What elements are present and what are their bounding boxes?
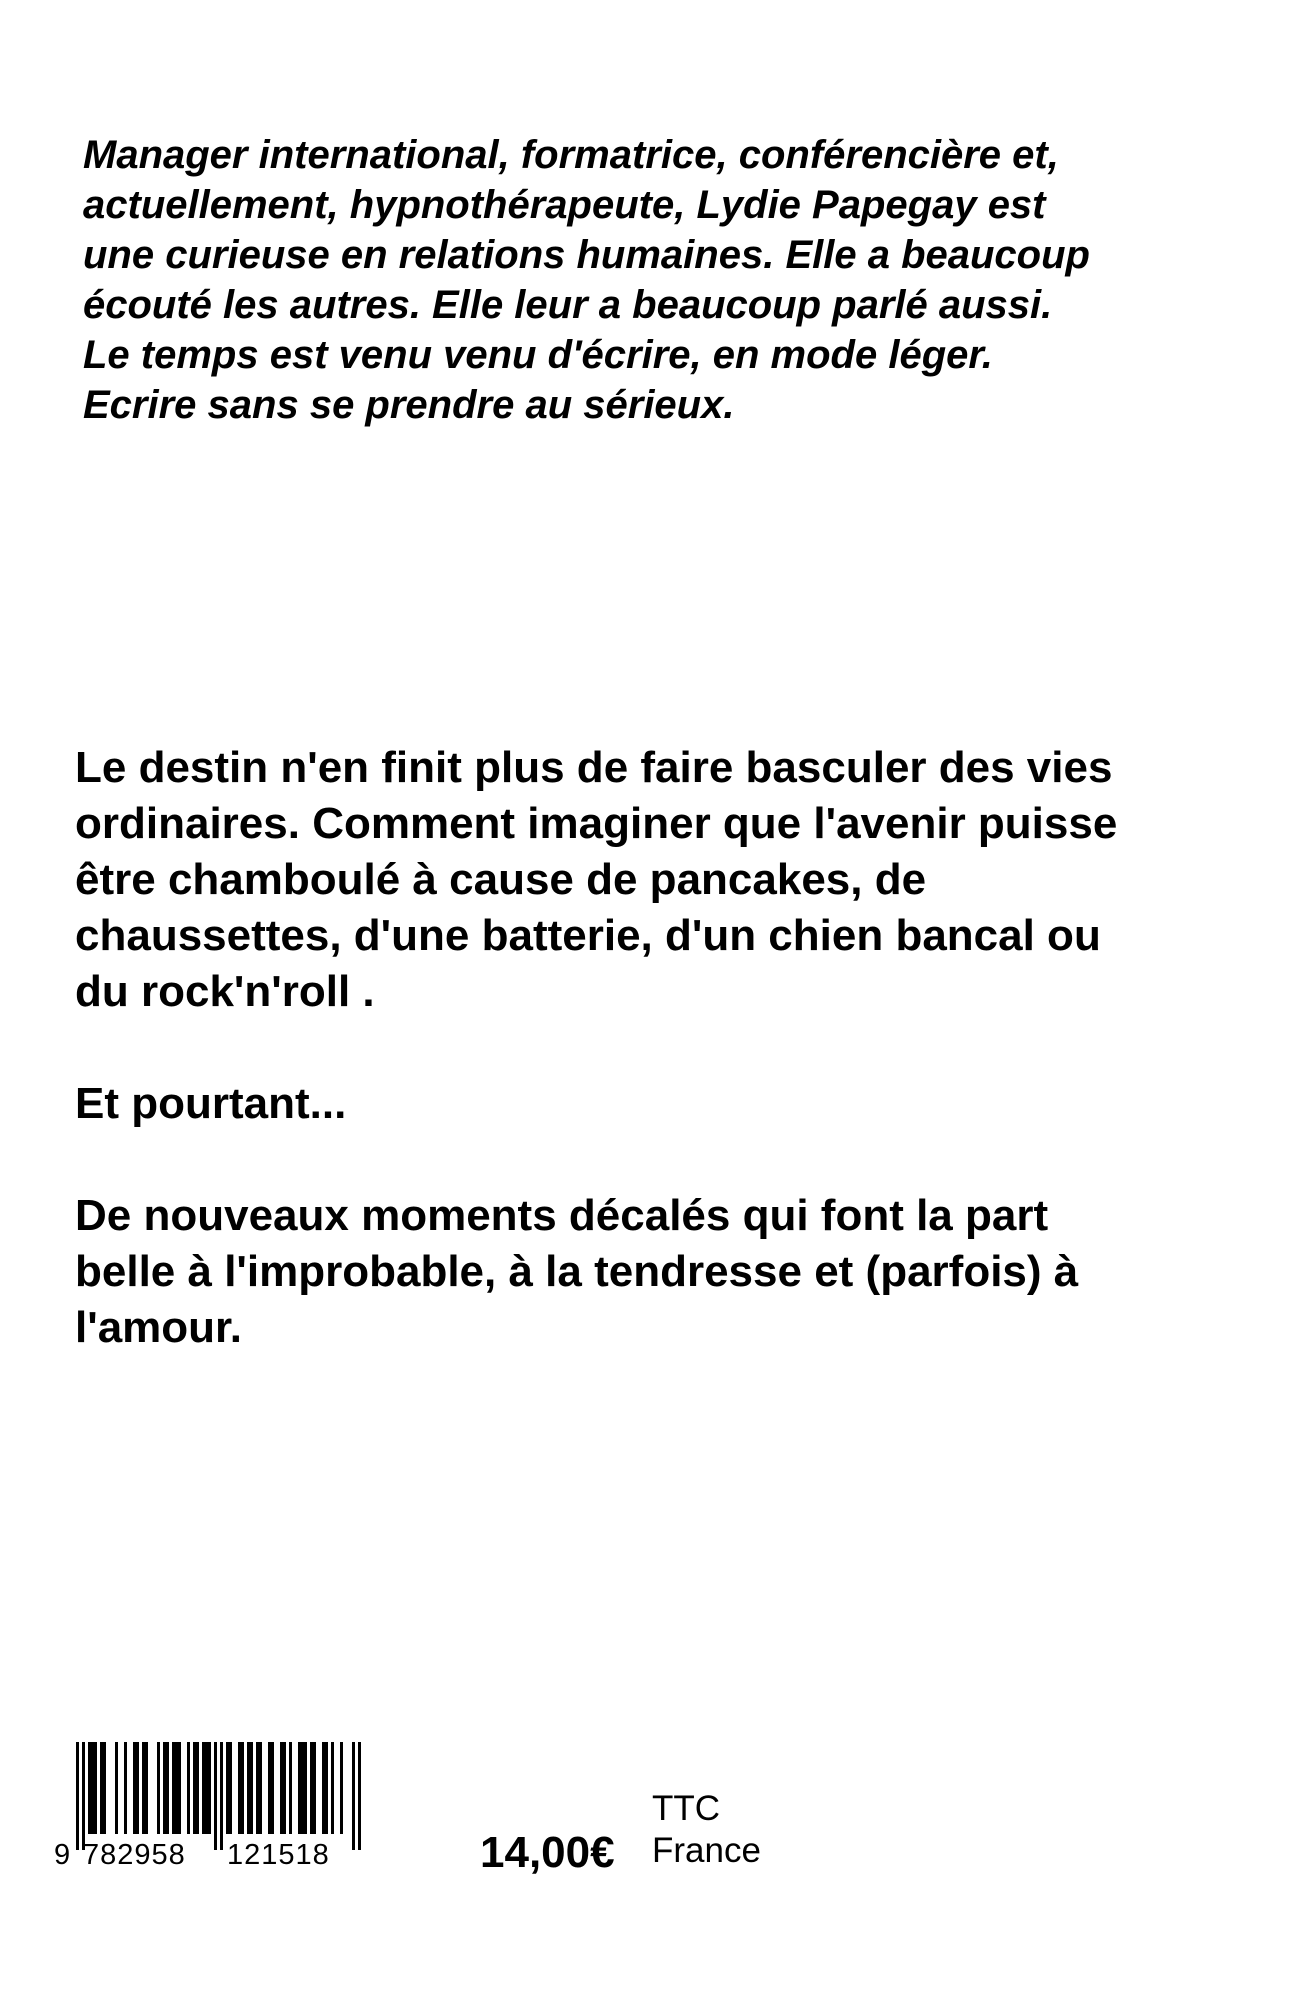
- price-amount: 14,00€: [480, 1828, 615, 1877]
- barcode-bar: [322, 1742, 325, 1834]
- barcode-bar: [163, 1742, 166, 1834]
- barcode-bar: [271, 1742, 274, 1834]
- blurb-line: De nouveaux moments décalés qui font la part: [75, 1191, 1049, 1240]
- barcode-guard-bar: [82, 1742, 85, 1850]
- author-bio: [83, 130, 1243, 430]
- author-bio-line: une curieuse en relations humaines. Elle a beaucoup: [83, 233, 1090, 277]
- barcode-bar: [256, 1742, 259, 1834]
- barcode-bar: [259, 1742, 262, 1834]
- barcode-bar: [142, 1742, 145, 1834]
- barcode-bar: [247, 1742, 250, 1834]
- barcode-bar: [280, 1742, 283, 1834]
- tax-label: TTC: [652, 1789, 721, 1828]
- barcode-bar: [91, 1742, 94, 1834]
- barcode-guard-bar: [220, 1742, 223, 1850]
- barcode-bar: [313, 1742, 316, 1834]
- barcode-bar: [115, 1742, 118, 1834]
- barcode-bar: [289, 1742, 292, 1834]
- barcode-bar: [202, 1742, 205, 1834]
- barcode-guard-bar: [214, 1742, 217, 1850]
- barcode-bar: [103, 1742, 106, 1834]
- barcode-bar: [304, 1742, 307, 1834]
- barcode-bar: [205, 1742, 208, 1834]
- barcode-bar: [133, 1742, 136, 1834]
- author-bio-line: Le temps est venu venu d'écrire, en mode léger.: [83, 333, 993, 377]
- barcode-bar: [193, 1742, 196, 1834]
- isbn-left-group: 782958: [83, 1839, 186, 1871]
- barcode-bar: [172, 1742, 175, 1834]
- isbn-right-group: 121518: [227, 1839, 330, 1871]
- blurb-line: l'amour.: [75, 1303, 242, 1352]
- barcode-bar: [175, 1742, 178, 1834]
- barcode-bar: [268, 1742, 271, 1834]
- barcode-bar: [298, 1742, 301, 1834]
- blurb-line: Le destin n'en finit plus de faire basculer des vies: [75, 743, 1113, 792]
- barcode-bar: [136, 1742, 139, 1834]
- barcode-bar: [178, 1742, 181, 1834]
- author-bio-line: Ecrire sans se prendre au sérieux.: [83, 383, 735, 427]
- price-suffix: [652, 1788, 761, 1872]
- barcode-bar: [124, 1742, 127, 1834]
- barcode-bar: [331, 1742, 334, 1834]
- barcode-bar: [187, 1742, 190, 1834]
- barcode-bar: [88, 1742, 91, 1834]
- barcode-bar: [283, 1742, 286, 1834]
- isbn-barcode: [52, 1742, 372, 1850]
- barcode-bar: [340, 1742, 343, 1834]
- barcode-bar: [94, 1742, 97, 1834]
- barcode-bars: [52, 1742, 372, 1850]
- barcode-bar: [145, 1742, 148, 1834]
- barcode-bar: [166, 1742, 169, 1834]
- author-bio-line: écouté les autres. Elle leur a beaucoup parlé aussi.: [83, 283, 1053, 327]
- blurb-line: ordinaires. Comment imaginer que l'avenir puisse: [75, 799, 1118, 848]
- isbn-lead-digit: 9: [54, 1839, 71, 1871]
- blurb-line: chaussettes, d'une batterie, d'un chien bancal ou: [75, 911, 1101, 960]
- blurb-paragraph-2: [75, 1076, 1255, 1132]
- blurb-paragraph-1: [75, 740, 1255, 1020]
- barcode-bar: [238, 1742, 241, 1834]
- barcode-bar: [325, 1742, 328, 1834]
- isbn-digits: [52, 1838, 372, 1872]
- barcode-bar: [100, 1742, 103, 1834]
- blurb-line: Et pourtant...: [75, 1079, 347, 1128]
- price-country: France: [652, 1831, 761, 1870]
- barcode-bar: [301, 1742, 304, 1834]
- blurb-paragraph-3: [75, 1188, 1255, 1356]
- blurb-line: du rock'n'roll .: [75, 967, 375, 1016]
- barcode-bar: [310, 1742, 313, 1834]
- barcode-bar: [241, 1742, 244, 1834]
- book-blurb: [75, 740, 1255, 1356]
- barcode-bar: [226, 1742, 229, 1834]
- barcode-guard-bar: [352, 1742, 355, 1850]
- blurb-line: belle à l'improbable, à la tendresse et (parfois) à: [75, 1247, 1079, 1296]
- barcode-bar: [229, 1742, 232, 1834]
- barcode-guard-bar: [358, 1742, 361, 1850]
- barcode-bar: [196, 1742, 199, 1834]
- author-bio-line: Manager international, formatrice, conférencière et,: [83, 133, 1059, 177]
- author-bio-line: actuellement, hypnothérapeute, Lydie Papegay est: [83, 183, 1046, 227]
- barcode-bar: [250, 1742, 253, 1834]
- blurb-line: être chamboulé à cause de pancakes, de: [75, 855, 927, 904]
- barcode-guard-bar: [76, 1742, 79, 1850]
- barcode-bar: [208, 1742, 211, 1834]
- barcode-bar: [157, 1742, 160, 1834]
